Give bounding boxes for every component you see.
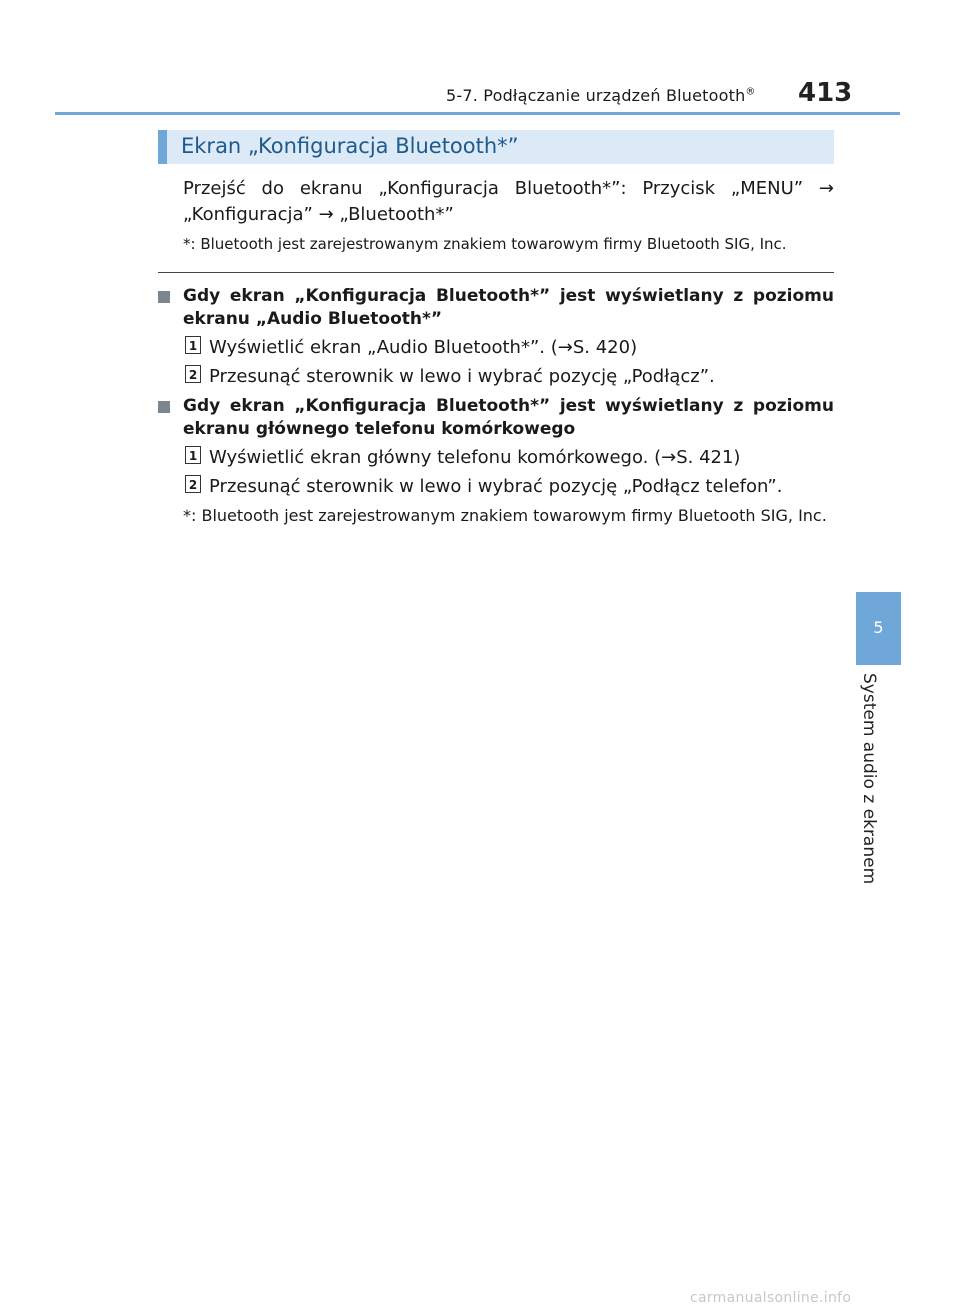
step-item: [185, 365, 715, 389]
bullet-heading: Gdy ekran „Konfiguracja Bluetooth*” jest wyświetlany z poziomu ekranu głównego telefonu komórkowego: [183, 396, 834, 439]
step-item: [185, 446, 740, 470]
registered-mark: ®: [745, 86, 756, 98]
step-text: Wyświetlić ekran „Audio Bluetooth*”. (→S. 420): [209, 337, 638, 358]
square-bullet-icon: [158, 291, 170, 303]
step-number: 2: [185, 475, 201, 493]
chapter-side-tab: [856, 592, 901, 665]
step-item: [185, 475, 782, 499]
bullet-audio: [158, 285, 834, 331]
step-number: 2: [185, 365, 201, 383]
step-item: [185, 336, 637, 360]
step-number: 1: [185, 446, 201, 464]
step-number: 1: [185, 336, 201, 354]
trademark-note: *: Bluetooth jest zarejestrowanym znakiem towarowym firmy Bluetooth SIG, Inc.: [183, 235, 787, 253]
watermark: carmanualsonline.info: [690, 1290, 852, 1306]
step-text: Przesunąć sterownik w lewo i wybrać pozycję „Podłącz telefon”.: [209, 476, 783, 497]
bullet-heading: Gdy ekran „Konfiguracja Bluetooth*” jest wyświetlany z poziomu ekranu „Audio Bluetooth*”: [183, 286, 834, 329]
step-text: Wyświetlić ekran główny telefonu komórkowego. (→S. 421): [209, 447, 741, 468]
chapter-tab-number: 5: [873, 618, 884, 637]
footnote: *: Bluetooth jest zarejestrowanym znakiem towarowym firmy Bluetooth SIG, Inc.: [183, 506, 827, 525]
step-text: Przesunąć sterownik w lewo i wybrać pozycję „Podłącz”.: [209, 366, 715, 387]
chapter-side-label: System audio z ekranem: [859, 673, 879, 885]
square-bullet-icon: [158, 401, 170, 413]
section-title: Ekran „Konfiguracja Bluetooth*”: [181, 134, 519, 158]
page-number: 413: [798, 78, 853, 108]
chapter-title: [446, 86, 756, 105]
section-divider: [158, 272, 834, 273]
header-rule: [55, 112, 900, 115]
intro-line-2: „Konfiguracja” → „Bluetooth*”: [183, 204, 454, 225]
intro-line-1: Przejść do ekranu „Konfiguracja Bluetooth*”: Przycisk „MENU” →: [183, 178, 834, 199]
bullet-phone: [158, 395, 834, 441]
chapter-title-text: 5-7. Podłączanie urządzeń Bluetooth: [446, 86, 746, 105]
section-title-box: [158, 130, 834, 164]
